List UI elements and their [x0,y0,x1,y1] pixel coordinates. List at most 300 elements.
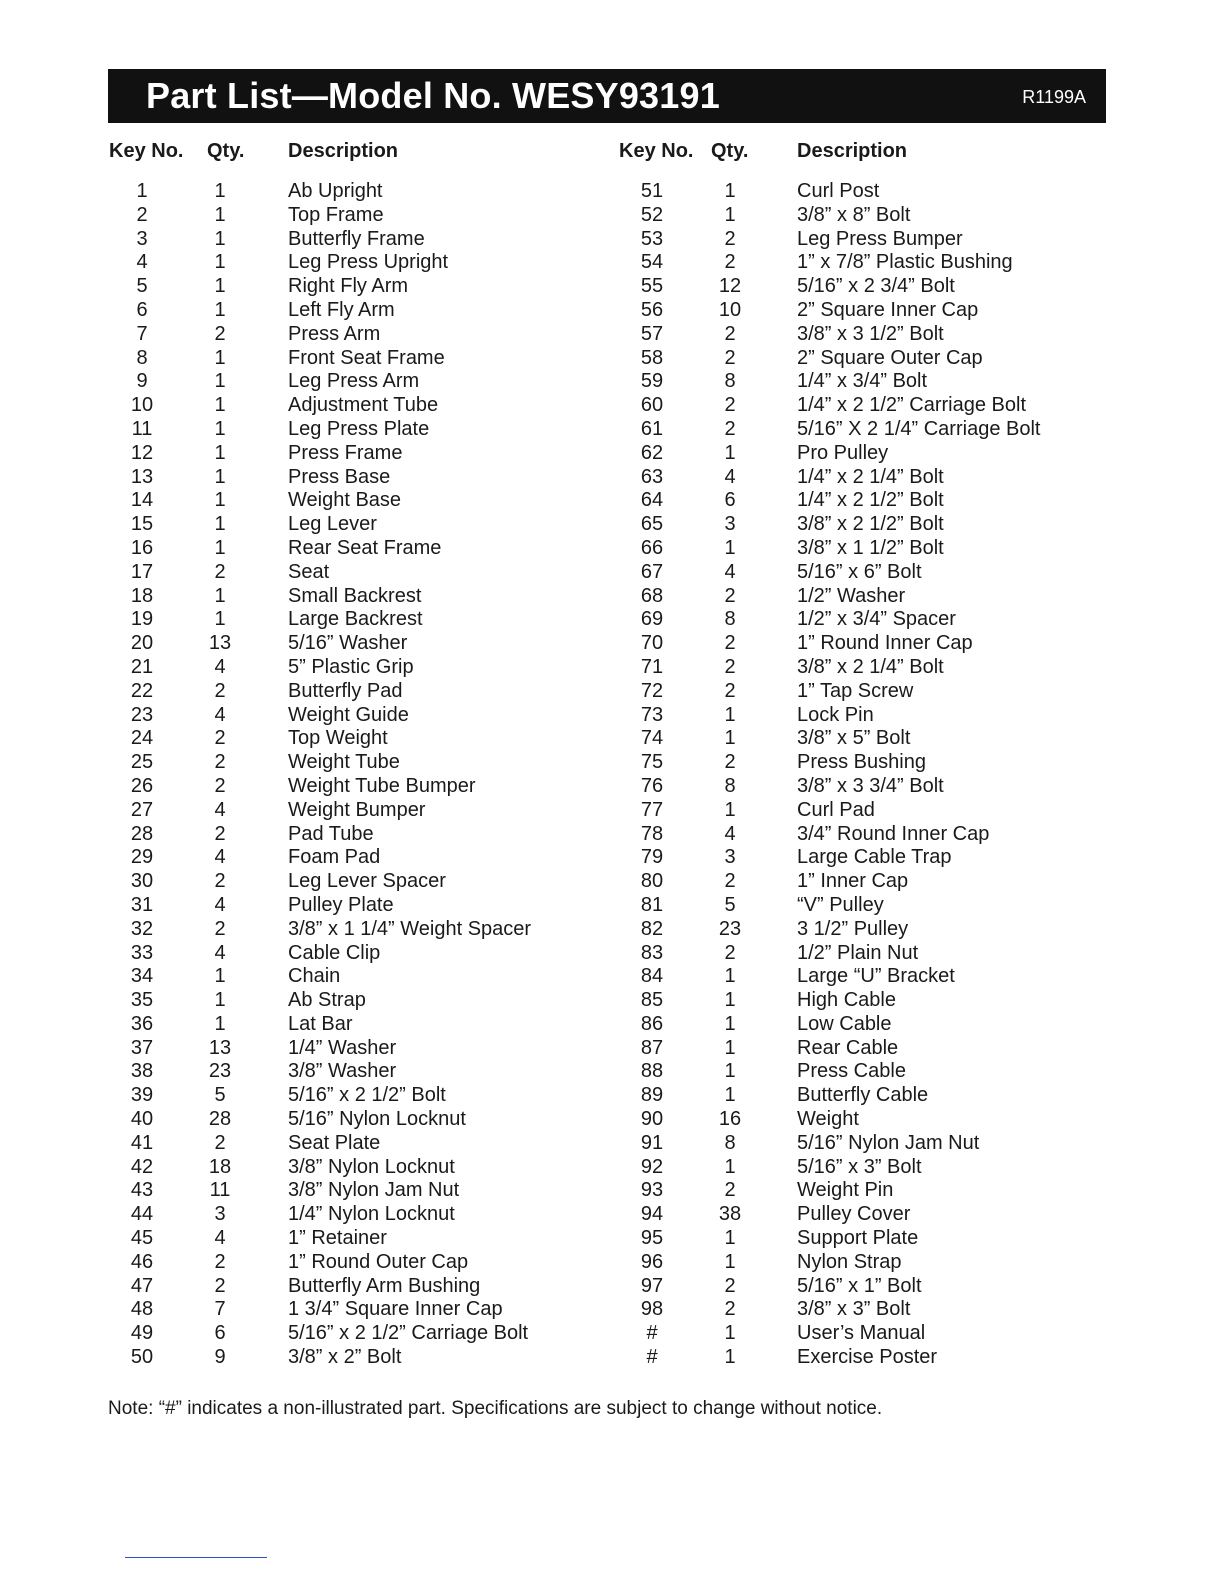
qty-cell: 1 [214,251,226,274]
description-cell: 1/4” x 2 1/2” Bolt [797,489,944,512]
table-row [0,1203,1224,1227]
key-no-cell: 82 [640,917,664,940]
description-cell: Leg Press Bumper [797,227,963,250]
description-cell: 1/2” Plain Nut [797,941,919,964]
table-row [0,775,1224,799]
key-no-cell: 87 [640,1036,664,1059]
table-row [0,823,1224,847]
qty-cell: 1 [214,275,226,298]
qty-cell: 1 [724,1060,736,1083]
qty-cell: 2 [724,941,736,964]
description-cell: 3/8” x 2 1/4” Bolt [797,655,944,678]
qty-cell: 1 [214,465,226,488]
key-no-cell: 97 [640,1274,664,1297]
key-no-header: Key No. [109,140,184,162]
description-cell: 1” x 7/8” Plastic Bushing [797,251,1013,274]
key-no-cell: 19 [130,608,154,631]
description-cell: 1/4” x 2 1/2” Carriage Bolt [797,394,1026,417]
key-no-cell: 40 [130,1108,154,1131]
qty-cell: 4 [724,465,736,488]
key-no-cell: 49 [130,1322,154,1345]
qty-cell: 11 [209,1179,231,1202]
key-no-cell: 32 [130,917,154,940]
key-no-cell: 39 [130,1084,154,1107]
table-row [0,918,1224,942]
key-no-cell: 60 [640,394,664,417]
qty-cell: 1 [724,1227,736,1250]
qty-cell: 2 [724,632,736,655]
table-row [0,418,1224,442]
description-cell: Butterfly Frame [288,227,425,250]
table-row [0,466,1224,490]
description-cell: 3/8” x 2 1/2” Bolt [797,513,944,536]
key-no-cell: 22 [130,679,154,702]
description-cell: Support Plate [797,1227,919,1250]
table-row [0,228,1224,252]
description-cell: 1” Tap Screw [797,679,914,702]
description-cell: 1 3/4” Square Inner Cap [288,1298,503,1321]
qty-cell: 2 [214,917,226,940]
description-cell: Left Fly Arm [288,298,395,321]
description-cell: Weight Guide [288,703,409,726]
key-no-cell: 12 [130,441,154,464]
description-cell: 2” Square Inner Cap [797,298,979,321]
qty-cell: 1 [724,989,736,1012]
description-cell: Weight Pin [797,1179,894,1202]
description-cell: Adjustment Tube [288,394,439,417]
key-no-cell: 63 [640,465,664,488]
qty-cell: 1 [724,1346,736,1369]
description-cell: Press Bushing [797,751,926,774]
key-no-cell: 55 [640,275,664,298]
table-row [0,632,1224,656]
qty-cell: 6 [724,489,736,512]
qty-cell: 1 [214,965,226,988]
description-cell: Ab Upright [288,180,383,202]
qty-header: Qty. [711,140,749,162]
description-cell: 3/8” Nylon Locknut [288,1155,455,1178]
qty-cell: 1 [214,346,226,369]
key-no-cell: 4 [136,251,148,274]
description-cell: Pad Tube [288,822,374,845]
key-no-cell: 3 [136,227,148,250]
key-no-cell: 47 [130,1274,154,1297]
key-no-cell: 1 [136,180,148,202]
key-no-cell: 83 [640,941,664,964]
key-no-cell: 30 [130,870,154,893]
qty-cell: 5 [724,893,736,916]
description-cell: Chain [288,965,341,988]
key-no-cell: 92 [640,1155,664,1178]
qty-cell: 4 [214,846,226,869]
description-cell: Seat [288,560,330,583]
description-cell: 3/8” x 3 1/2” Bolt [797,322,944,345]
description-cell: 3/8” x 5” Bolt [797,727,911,750]
qty-cell: 2 [214,751,226,774]
table-row [0,1108,1224,1132]
description-cell: Top Weight [288,727,388,750]
description-cell: Lock Pin [797,703,874,726]
qty-cell: 2 [724,679,736,702]
description-cell: Leg Lever [288,513,377,536]
description-cell: Weight Tube Bumper [288,774,476,797]
description-cell: Press Base [288,465,391,488]
description-cell: Cable Clip [288,941,381,964]
qty-cell: 1 [724,1036,736,1059]
table-row [0,1013,1224,1037]
key-no-cell: 56 [640,298,664,321]
description-cell: High Cable [797,989,896,1012]
key-no-cell: 51 [640,180,664,202]
key-no-cell: 5 [136,275,148,298]
qty-cell: 1 [214,203,226,226]
qty-cell: 2 [214,679,226,702]
key-no-cell: 34 [130,965,154,988]
table-row [0,347,1224,371]
qty-cell: 16 [718,1108,742,1131]
table-row [0,394,1224,418]
qty-cell: 8 [724,608,736,631]
qty-cell: 2 [214,774,226,797]
description-cell: 3/4” Round Inner Cap [797,822,990,845]
table-row [0,894,1224,918]
description-cell: Seat Plate [288,1131,381,1154]
qty-cell: 1 [724,1155,736,1178]
qty-cell: 2 [724,1274,736,1297]
key-no-cell: 89 [640,1084,664,1107]
description-cell: Exercise Poster [797,1346,938,1369]
qty-cell: 1 [724,965,736,988]
qty-cell: 8 [724,370,736,393]
table-row [0,680,1224,704]
key-no-cell: 81 [640,893,664,916]
description-cell: 5/16” Nylon Locknut [288,1108,466,1131]
description-cell: 5” Plastic Grip [288,655,414,678]
description-cell: 3/8” Washer [288,1060,397,1083]
key-no-cell: 16 [130,536,154,559]
qty-cell: 8 [724,1131,736,1154]
description-cell: Pulley Plate [288,893,394,916]
qty-cell: 2 [214,322,226,345]
key-no-cell: 14 [130,489,154,512]
key-no-cell: 90 [640,1108,664,1131]
key-no-cell: 37 [130,1036,154,1059]
qty-cell: 6 [214,1322,226,1345]
qty-cell: 2 [724,751,736,774]
table-row [0,1346,1224,1370]
qty-cell: 3 [214,1203,226,1226]
description-cell: 3/8” x 3 3/4” Bolt [797,774,944,797]
qty-cell: 1 [724,180,736,202]
description-cell: Butterfly Pad [288,679,403,702]
description-cell: 1/4” x 3/4” Bolt [797,370,928,393]
key-no-cell: 38 [130,1060,154,1083]
key-no-cell: 23 [130,703,154,726]
description-cell: 3/8” Nylon Jam Nut [288,1179,460,1202]
qty-cell: 1 [214,298,226,321]
key-no-cell: 78 [640,822,664,845]
qty-cell: 1 [214,608,226,631]
key-no-cell: 80 [640,870,664,893]
qty-cell: 18 [208,1155,232,1178]
description-cell: 5/16” x 2 1/2” Carriage Bolt [288,1322,529,1345]
key-no-cell: 27 [130,798,154,821]
table-row [0,942,1224,966]
description-cell: 5/16” Washer [288,632,408,655]
key-no-cell: 70 [640,632,664,655]
description-cell: Pro Pulley [797,441,889,464]
table-row [0,799,1224,823]
description-cell: 5/16” x 6” Bolt [797,560,922,583]
qty-cell: 1 [214,441,226,464]
qty-cell: 1 [724,1012,736,1035]
qty-cell: 1 [214,584,226,607]
qty-cell: 2 [214,870,226,893]
qty-cell: 1 [214,227,226,250]
table-row [0,1275,1224,1299]
key-no-cell: 94 [640,1203,664,1226]
key-no-cell: 28 [130,822,154,845]
key-no-cell: 53 [640,227,664,250]
qty-cell: 2 [724,584,736,607]
key-no-cell: 59 [640,370,664,393]
key-no-cell: 71 [640,655,664,678]
table-row [0,513,1224,537]
key-no-cell: 31 [130,893,154,916]
key-no-cell: 45 [130,1227,154,1250]
key-no-cell: 54 [640,251,664,274]
qty-cell: 2 [724,346,736,369]
key-no-cell: 52 [640,203,664,226]
table-row [0,370,1224,394]
description-cell: Lat Bar [288,1012,353,1035]
qty-cell: 2 [724,227,736,250]
key-no-cell: 79 [640,846,664,869]
description-cell: 3/8” x 1 1/2” Bolt [797,536,944,559]
table-row [0,989,1224,1013]
document-code: R1199A [1022,87,1086,107]
description-cell: 1/2” x 3/4” Spacer [797,608,956,631]
qty-cell: 1 [724,1250,736,1273]
table-row [0,180,1224,204]
key-no-cell: 50 [130,1346,154,1369]
qty-cell: 2 [214,1131,226,1154]
qty-cell: 4 [214,655,226,678]
table-row [0,323,1224,347]
description-cell: Small Backrest [288,584,422,607]
description-cell: 2” Square Outer Cap [797,346,983,369]
key-no-cell: 46 [130,1250,154,1273]
qty-cell: 2 [214,1274,226,1297]
table-row [0,585,1224,609]
description-cell: Ab Strap [288,989,366,1012]
key-no-cell: 26 [130,774,154,797]
qty-cell: 2 [214,727,226,750]
description-cell: Curl Post [797,180,880,202]
qty-cell: 1 [724,536,736,559]
key-no-cell: 67 [640,560,664,583]
right-parts-list [0,180,1224,1370]
key-no-cell: 57 [640,322,664,345]
key-no-header: Key No. [619,140,694,162]
qty-cell: 13 [208,632,232,655]
qty-cell: 1 [724,441,736,464]
qty-cell: 2 [214,822,226,845]
qty-cell: 1 [214,370,226,393]
key-no-cell: 72 [640,679,664,702]
qty-cell: 2 [214,560,226,583]
qty-cell: 2 [724,394,736,417]
description-cell: Weight Bumper [288,798,426,821]
qty-cell: 1 [724,703,736,726]
description-cell: “V” Pulley [797,893,884,916]
description-cell: 5/16” X 2 1/4” Carriage Bolt [797,417,1041,440]
key-no-cell: 21 [130,655,154,678]
description-cell: 1” Inner Cap [797,870,909,893]
key-no-cell: 42 [130,1155,154,1178]
table-row [0,561,1224,585]
table-row [0,1037,1224,1061]
key-no-cell: 41 [130,1131,154,1154]
description-cell: Rear Seat Frame [288,536,442,559]
qty-cell: 1 [214,513,226,536]
key-no-cell: 93 [640,1179,664,1202]
description-cell: Butterfly Arm Bushing [288,1274,481,1297]
description-cell: 3/8” x 1 1/4” Weight Spacer [288,917,532,940]
key-no-cell: 35 [130,989,154,1012]
description-cell: Leg Press Arm [288,370,420,393]
qty-cell: 1 [724,798,736,821]
table-row [0,727,1224,751]
key-no-cell: 98 [640,1298,664,1321]
divider [125,1557,267,1558]
key-no-cell: 84 [640,965,664,988]
description-cell: Front Seat Frame [288,346,445,369]
title-bar [108,69,1106,123]
qty-cell: 3 [724,513,736,536]
key-no-cell: 62 [640,441,664,464]
description-cell: Foam Pad [288,846,381,869]
description-cell: 3/8” x 3” Bolt [797,1298,911,1321]
table-row [0,299,1224,323]
qty-cell: 10 [718,298,742,321]
description-cell: 1/4” x 2 1/4” Bolt [797,465,944,488]
qty-cell: 7 [214,1298,226,1321]
qty-cell: 2 [724,417,736,440]
table-row [0,1322,1224,1346]
description-cell: Press Arm [288,322,381,345]
description-header: Description [797,140,908,162]
description-cell: 1/2” Washer [797,584,906,607]
key-no-cell: 73 [640,703,664,726]
qty-cell: 4 [214,941,226,964]
table-row [0,1060,1224,1084]
qty-cell: 2 [724,1179,736,1202]
qty-cell: 1 [724,1322,736,1345]
key-no-cell: 8 [136,346,148,369]
table-row [0,1132,1224,1156]
qty-cell: 5 [214,1084,226,1107]
description-cell: 5/16” Nylon Jam Nut [797,1131,980,1154]
qty-cell: 1 [214,489,226,512]
description-cell: Press Cable [797,1060,906,1083]
description-cell: Butterfly Cable [797,1084,929,1107]
description-cell: Leg Lever Spacer [288,870,446,893]
key-no-cell: 64 [640,489,664,512]
key-no-cell: 33 [130,941,154,964]
table-row [0,489,1224,513]
table-row [0,965,1224,989]
description-cell: Leg Press Upright [288,251,449,274]
qty-cell: 13 [208,1036,232,1059]
key-no-cell: 43 [130,1179,154,1202]
description-cell: Nylon Strap [797,1250,902,1273]
key-no-cell: 86 [640,1012,664,1035]
qty-cell: 8 [724,774,736,797]
qty-cell: 2 [724,870,736,893]
key-no-cell: 75 [640,751,664,774]
qty-cell: 3 [724,846,736,869]
key-no-cell: # [646,1346,658,1369]
qty-cell: 2 [724,1298,736,1321]
key-no-cell: 11 [131,417,153,440]
description-cell: Pulley Cover [797,1203,911,1226]
description-cell: 3 1/2” Pulley [797,917,909,940]
description-cell: 1/4” Nylon Locknut [288,1203,455,1226]
table-row [0,537,1224,561]
qty-cell: 1 [724,1084,736,1107]
qty-cell: 4 [724,822,736,845]
description-cell: 1” Round Outer Cap [288,1250,469,1273]
description-cell: 3/8” x 8” Bolt [797,203,911,226]
qty-cell: 2 [724,251,736,274]
table-row [0,608,1224,632]
key-no-cell: 88 [640,1060,664,1083]
key-no-cell: 66 [640,536,664,559]
description-cell: 3/8” x 2” Bolt [288,1346,402,1369]
key-no-cell: 91 [640,1131,664,1154]
table-row [0,704,1224,728]
qty-cell: 4 [214,798,226,821]
qty-cell: 12 [718,275,742,298]
table-row [0,204,1224,228]
description-cell: Weight Base [288,489,402,512]
qty-cell: 38 [718,1203,742,1226]
qty-cell: 28 [208,1108,232,1131]
key-no-cell: 58 [640,346,664,369]
key-no-cell: 74 [640,727,664,750]
description-cell: Large “U” Bracket [797,965,955,988]
key-no-cell: 95 [640,1227,664,1250]
qty-cell: 1 [214,989,226,1012]
description-cell: 5/16” x 2 1/2” Bolt [288,1084,446,1107]
description-cell: Right Fly Arm [288,275,409,298]
key-no-cell: 10 [130,394,154,417]
qty-cell: 4 [724,560,736,583]
table-row [0,1298,1224,1322]
right-column-headers [0,139,1224,163]
key-no-cell: 68 [640,584,664,607]
description-cell: User’s Manual [797,1322,926,1345]
table-row [0,1179,1224,1203]
key-no-cell: 6 [136,298,148,321]
qty-cell: 1 [214,180,226,202]
key-no-cell: 44 [130,1203,154,1226]
qty-cell: 1 [214,394,226,417]
key-no-cell: 96 [640,1250,664,1273]
description-cell: 1” Round Inner Cap [797,632,973,655]
qty-cell: 4 [214,893,226,916]
